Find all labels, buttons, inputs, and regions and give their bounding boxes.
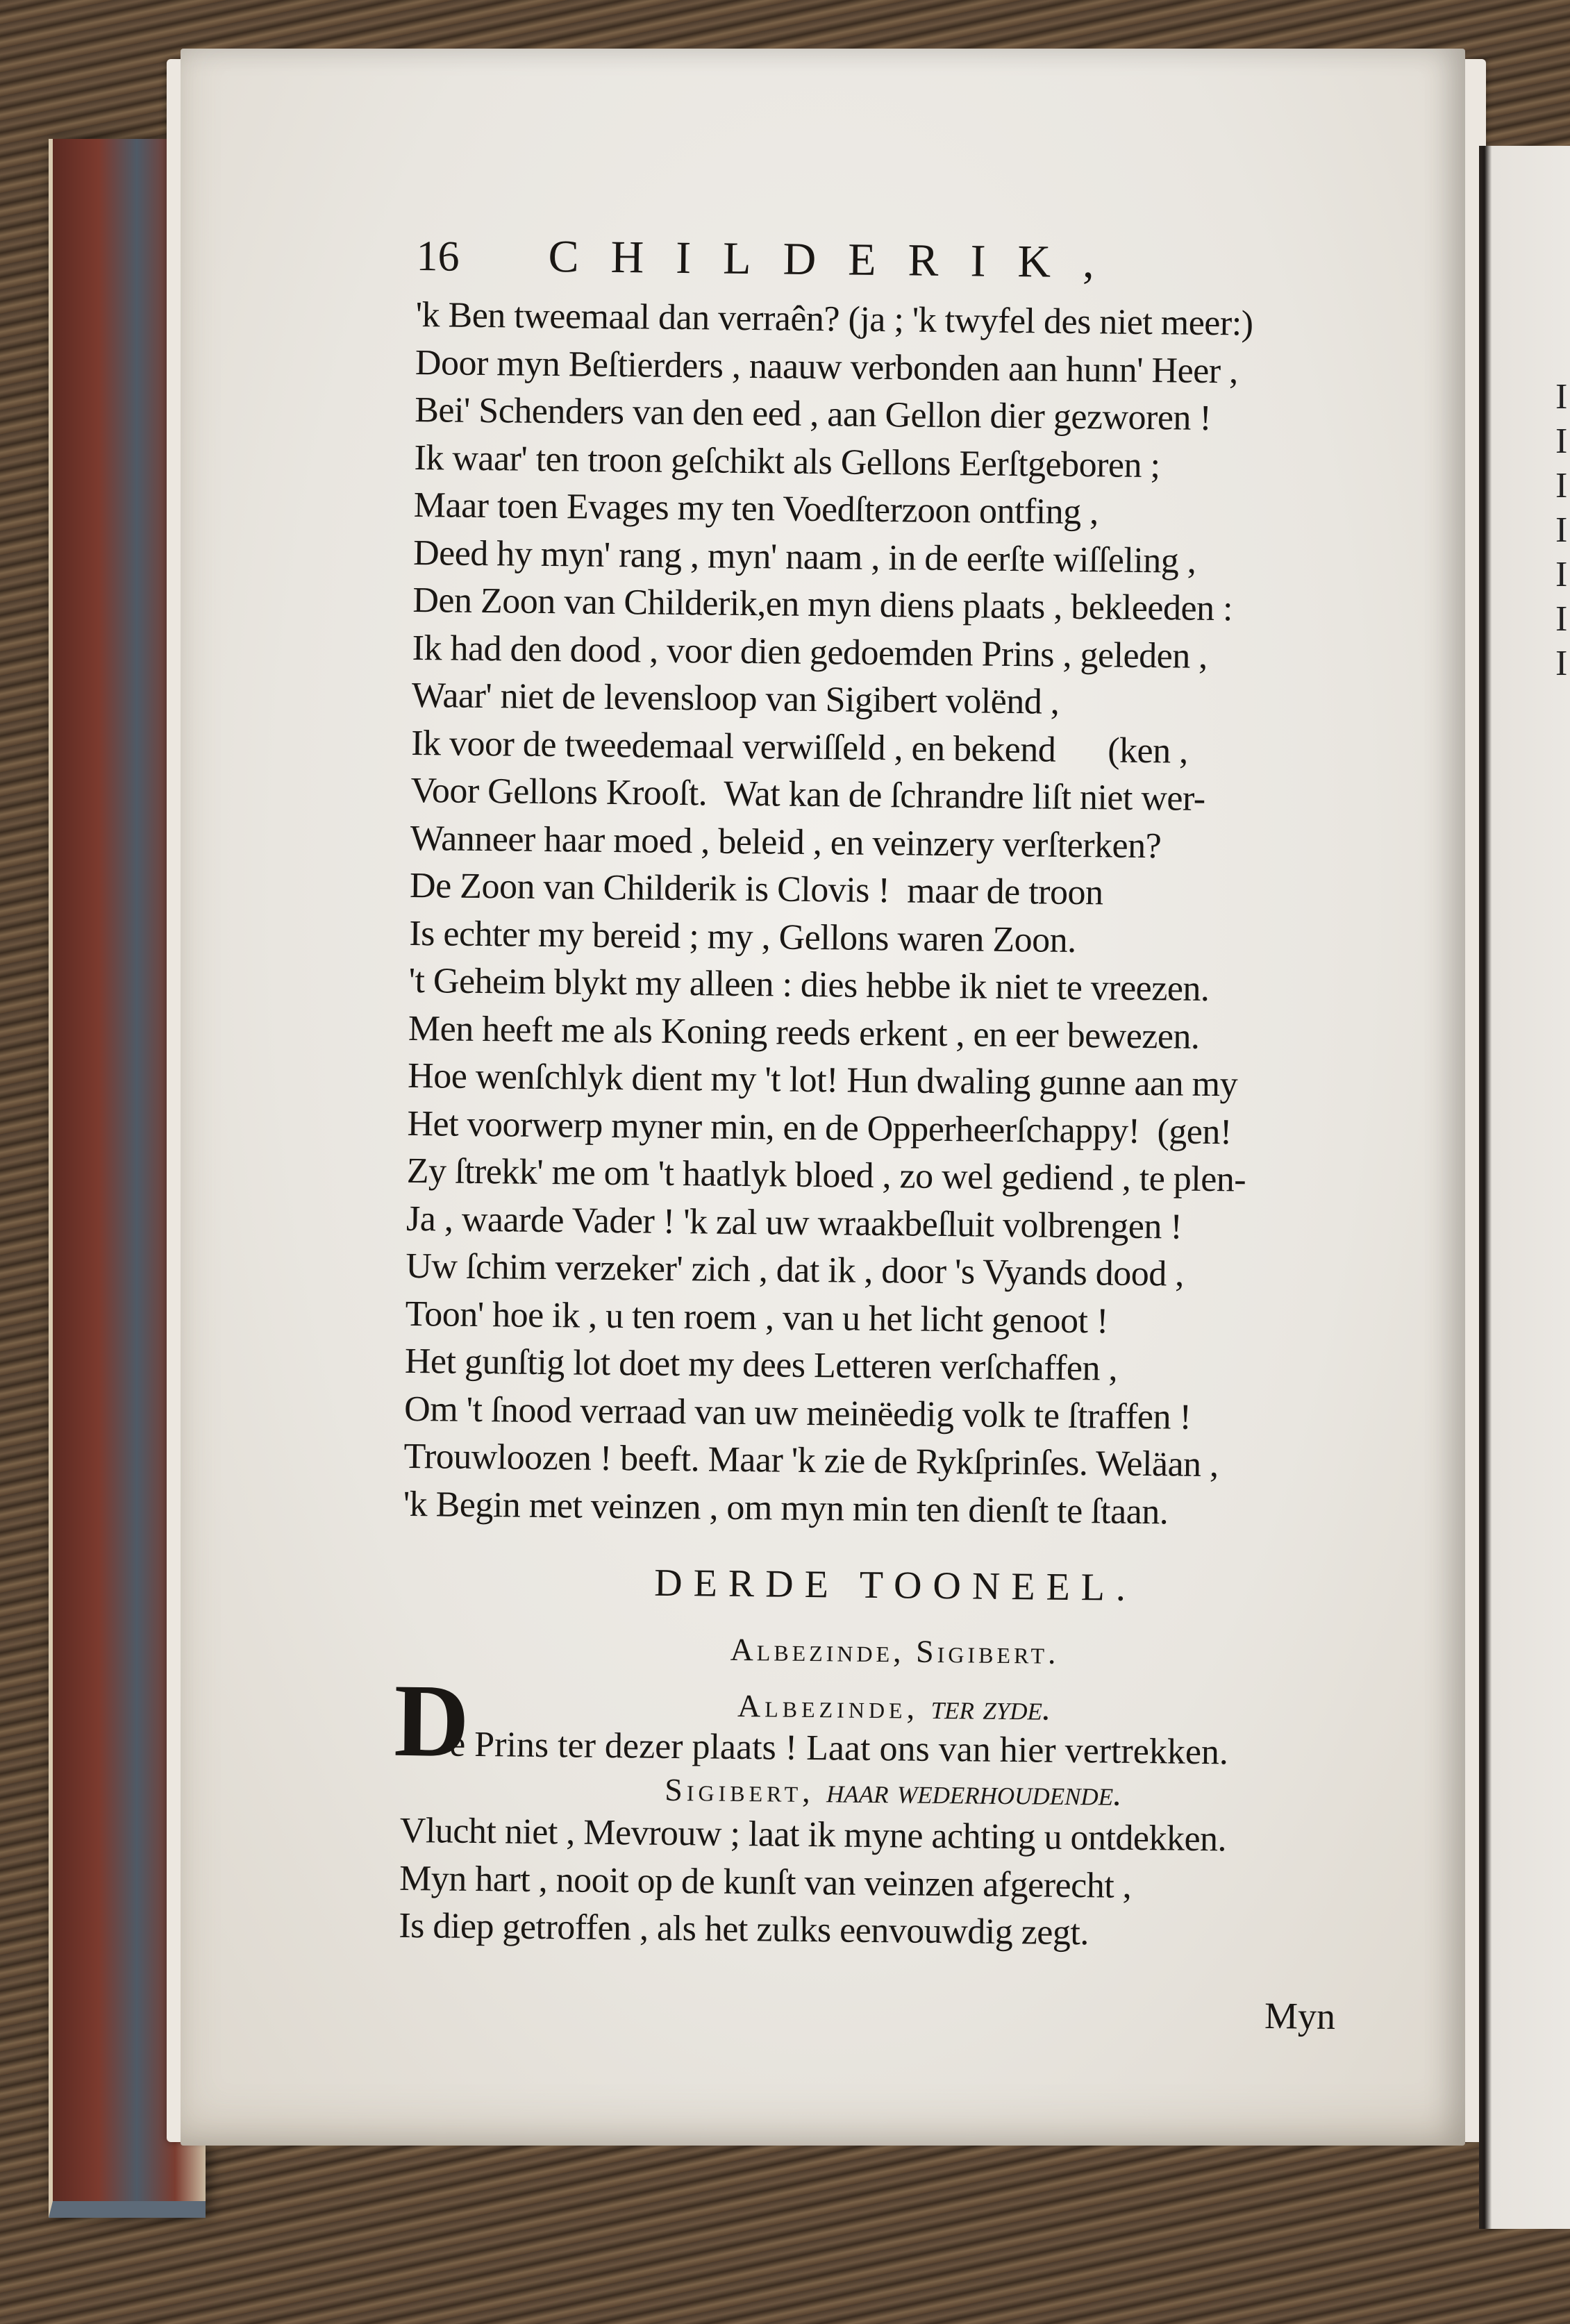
catchword: Myn xyxy=(1264,1994,1336,2037)
adjacent-page-text: I I I I I I I xyxy=(1555,377,1568,683)
verse-line: Uw ſchim verzeker' zich , dat ik , door 's Vyands dood , xyxy=(406,1246,1185,1294)
speaker-name: Sigibert, xyxy=(665,1771,815,1809)
verse-line: Voor Gellons Krooſt. Wat kan de ſchrandre liſt niet wer- xyxy=(410,770,1205,819)
running-head xyxy=(416,229,1403,302)
scene-heading: DERDE TOONEEL. xyxy=(653,1561,1137,1610)
verse-line: Het gunſtig lot doet my dees Letteren verſchaffen , xyxy=(404,1341,1118,1389)
speaker-name: Albezinde, xyxy=(737,1687,919,1725)
verse-line: Het voorwerp myner min, en de Opperheerſchappy! (gen! xyxy=(407,1103,1233,1152)
verse-line: Vlucht niet , Mevrouw ; laat ik myne achting u ontdekken. xyxy=(399,1810,1227,1859)
stage-direction: haar wederhoudende. xyxy=(826,1771,1122,1813)
verse-line: Ik waar' ten troon geſchikt als Gellons Eerſtgeboren ; xyxy=(414,437,1160,485)
verse-line: Hoe wenſchlyk dient my 't lot! Hun dwaling gunne aan my xyxy=(407,1055,1238,1105)
verse-line: Deed hy myn' rang , myn' naam , in de eerſte wiſſeling , xyxy=(412,533,1196,581)
verse-line: Maar toen Evages my ten Voedſterzoon ontfing , xyxy=(413,485,1099,533)
verse-line: e Prins ter dezer plaats ! Laat ons van hier vertrekken. xyxy=(449,1724,1229,1773)
verse-line: Waar' niet de levensloop van Sigibert volënd , xyxy=(411,675,1060,722)
verse-block-1 xyxy=(403,292,1402,1539)
verse-line: 'k Ben tweemaal dan verraên? (ja ; 'k twyfel des niet meer:) xyxy=(415,294,1253,344)
verse-line: Om 't ſnood verraad van uw meinëedig volk te ſtraffen ! xyxy=(403,1389,1192,1437)
page-text xyxy=(393,229,1403,2038)
verse-line: Door myn Beſtierders , naauw verbonden aan hunn' Heer , xyxy=(415,342,1238,391)
verse-line: 'k Begin met veinzen , om myn min ten dienſt te ſtaan. xyxy=(403,1484,1169,1532)
adjacent-page xyxy=(1479,146,1570,2229)
verse-line: Bei' Schenders van den eed , aan Gellon dier gezworen ! xyxy=(414,390,1212,438)
verse-line: Is echter my bereid ; my , Gellons waren Zoon. xyxy=(409,913,1077,960)
verse-line: Toon' hoe ik , u ten roem , van u het licht genoot ! xyxy=(405,1294,1109,1341)
stage-direction: ter zyde. xyxy=(930,1687,1051,1728)
running-title: CHILDERIK, xyxy=(548,231,1127,288)
verse-line: Men heeft me als Koning reeds erkent , en eer bewezen. xyxy=(408,1008,1200,1057)
verse-line: 't Geheim blykt my alleen : dies hebbe ik niet te vreezen. xyxy=(408,960,1210,1010)
drop-cap: D xyxy=(393,1662,470,1779)
verse-line: Ik had den dood , voor dien gedoemden Prins , geleden , xyxy=(412,628,1208,676)
verse-line: Zy ſtrekk' me om 't haatlyk bloed , zo wel gediend , te plen- xyxy=(406,1151,1246,1200)
verse-line: Is diep getroffen , als het zulks eenvouwdig zegt. xyxy=(399,1905,1089,1953)
verse-line: De Zoon van Childerik is Clovis ! maar de troon xyxy=(409,865,1103,913)
verse-line: Trouwloozen ! beeft. Maar 'k zie de Rykſprinſes. Weläan , xyxy=(403,1436,1219,1485)
verse-line: Ja , waarde Vader ! 'k zal uw wraakbeſluit volbrengen ! xyxy=(406,1198,1183,1247)
verse-line: Den Zoon van Childerik,en myn diens plaats , bekleeden : xyxy=(412,580,1233,629)
verse-line: Wanneer haar moed , beleid , en veinzery verſterken? xyxy=(410,818,1162,866)
verse-line: Ik voor de tweedemaal verwiſſeld , en bekend (ken , xyxy=(410,723,1188,771)
verse-line: Myn hart , nooit op de kunſt van veinzen afgerecht , xyxy=(399,1858,1132,1906)
scene-cast: Albezinde, Sigibert. xyxy=(730,1631,1060,1671)
page-number: 16 xyxy=(416,232,460,281)
